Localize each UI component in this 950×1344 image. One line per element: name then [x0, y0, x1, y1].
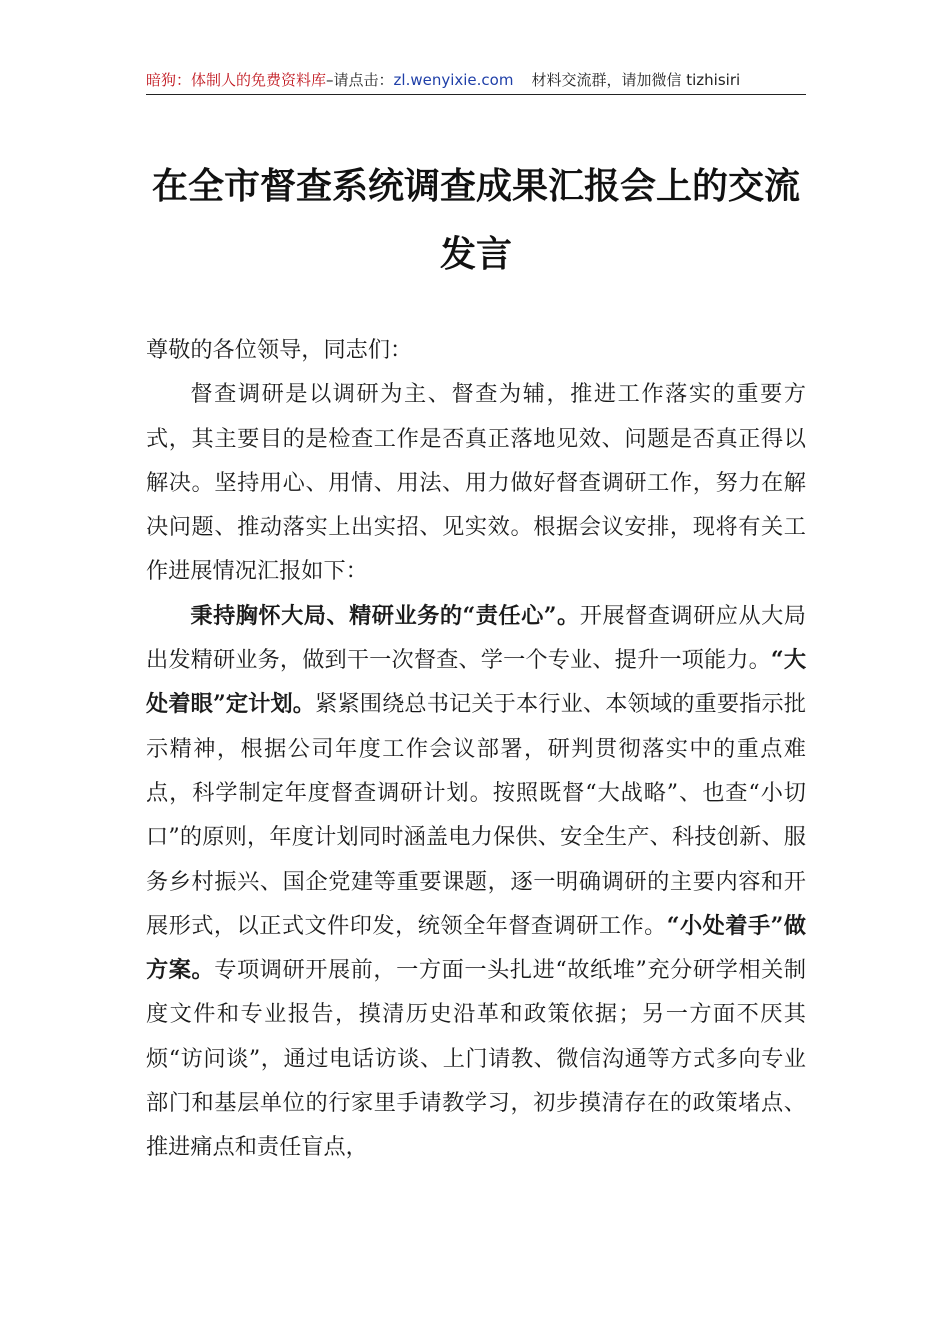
header-url-link[interactable]: zl.wenyixie.com: [393, 71, 514, 89]
header-group-note: 材料交流群，请加微信 tizhisiri: [531, 71, 741, 89]
paragraph-text: 专项调研开展前，一方面一头扎进“故纸堆”充分研学相关制度文件和专业报告，摸清历史沿革和政策依据；另一方面不厌其烦“访问谈”，通过电话访谈、上门请教、微信沟通等方式多向专业部门和基层单位的行家里手请教学习，初步摸清存在的政策堵点、推进痛点和责任盲点，: [146, 957, 807, 1161]
paragraph-text: 紧紧围绕总书记关于本行业、本领域的重要指示批示精神，根据公司年度工作会议部署，研判贯彻落实中的重点难点，科学制定年度督查调研计划。按照既督“大战略”、也查“小切口”的原则，年度计划同时涵盖电力保供、安全生产、科技创新、服务乡村振兴、国企党建等重要课题，逐一明确调研的主要内容和开展形式，以正式文件印发，统领全年督查调研工作。: [146, 691, 806, 939]
header-click-prompt: –请点击：: [326, 71, 394, 89]
paragraph-text: 开展督查调研应从大局出发精研业务，做到干一次督查、学一个专业、提升一项能力。: [146, 602, 806, 674]
subheading-big-picture: “大处着眼”定计划。: [146, 647, 807, 718]
document-title-line2: 发言: [439, 233, 512, 275]
document-title-line1: 在全市督查系统调查成果汇报会上的交流: [151, 165, 800, 207]
document-body: [146, 328, 806, 1170]
watermark-header: [146, 66, 806, 95]
salutation: 尊敬的各位领导，同志们：: [146, 337, 413, 363]
header-brand: 暗狗：体制人的免费资料库: [146, 71, 327, 89]
paragraph-intro: 督查调研是以调研为主、督查为辅，推进工作落实的重要方式，其主要目的是检查工作是否真正落地见效、问题是否真正得以解决。坚持用心、用情、用法、用力做好督查调研工作，努力在解决问题、推动落实上出实招、见实效。根据会议安排，现将有关工作进展情况汇报如下：: [146, 381, 806, 585]
paragraph-responsibility: [146, 594, 806, 1170]
section-heading: 秉持胸怀大局、精研业务的“责任心”。: [190, 602, 580, 629]
subheading-small-details: “小处着手”做方案。: [146, 912, 806, 984]
